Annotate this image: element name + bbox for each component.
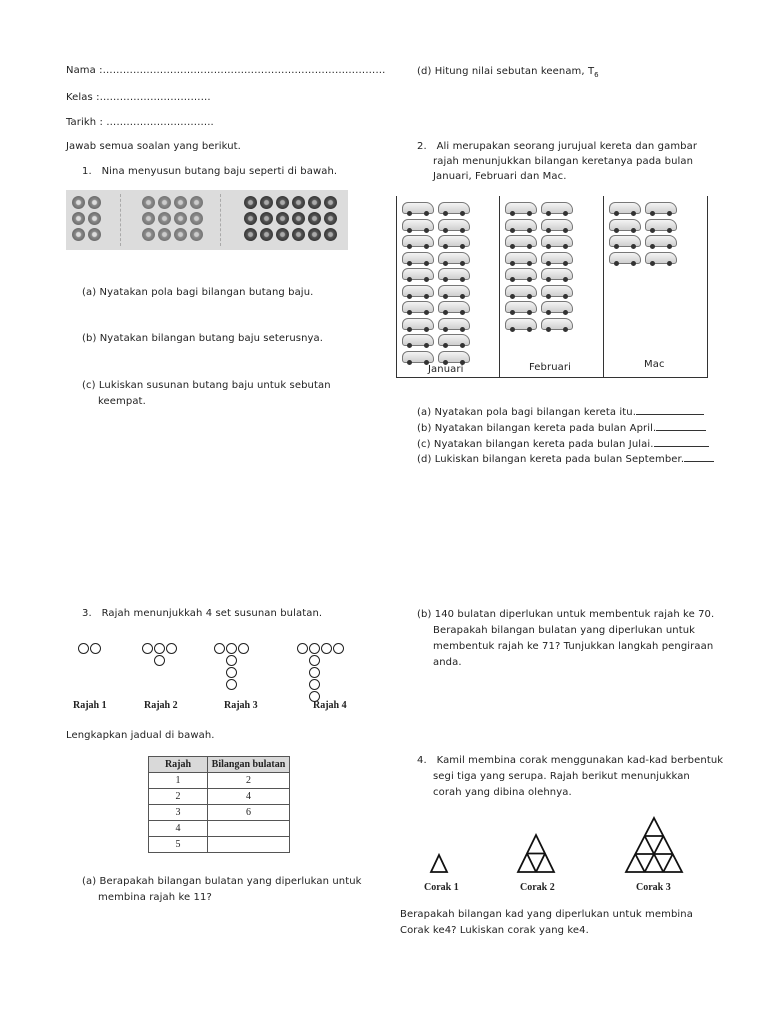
cars-figure: [396, 196, 708, 378]
button-icon: [72, 228, 85, 241]
table-row: 1 2: [149, 773, 290, 789]
button-icon: [158, 212, 171, 225]
class-field[interactable]: Kelas :……………………………: [66, 92, 211, 103]
q3a: (a) Berapakah bilangan bulatan yang diperlukan untuk: [82, 876, 362, 887]
button-icon: [324, 196, 337, 209]
car-icon: [402, 219, 434, 231]
car-icon: [541, 235, 573, 247]
answer-cell[interactable]: [208, 821, 290, 837]
circle: [226, 667, 237, 678]
button-set-3: [244, 196, 337, 241]
rajah-label-3: Rajah 3: [224, 700, 258, 711]
border-right: [707, 196, 708, 378]
car-icon: [438, 285, 470, 297]
button-icon: [308, 228, 321, 241]
car-icon: [402, 252, 434, 264]
car-icon: [541, 268, 573, 280]
circle: [166, 643, 177, 654]
q3b-line3: membentuk rajah ke 71? Tunjukkan langkah pengiraan: [433, 641, 714, 652]
circle: [142, 643, 153, 654]
car-icon: [402, 268, 434, 280]
car-icon: [402, 318, 434, 330]
button-icon: [142, 196, 155, 209]
table-row: 4: [149, 821, 290, 837]
month-label-mac: Mac: [644, 359, 665, 370]
q1c: (c) Lukiskan susunan butang baju untuk sebutan: [82, 380, 331, 391]
q1c-line2: keempat.: [98, 396, 146, 407]
q2a: (a) Nyatakan pola bagi bilangan kereta itu.: [417, 404, 704, 418]
answer-blank[interactable]: [684, 451, 714, 462]
button-icon: [174, 196, 187, 209]
button-icon: [276, 212, 289, 225]
table-row: 5: [149, 837, 290, 853]
car-icon: [438, 219, 470, 231]
answer-blank[interactable]: [654, 436, 709, 447]
circle: [78, 643, 89, 654]
q4-question: Berapakah bilangan kad yang diperlukan untuk membina: [400, 909, 693, 920]
corak-label-3: Corak 3: [636, 882, 671, 893]
q2-line2: rajah menunjukkan bilangan keretanya pada bulan: [433, 156, 694, 167]
circle: [309, 643, 320, 654]
car-icon: [541, 301, 573, 313]
triangle-icon: [626, 818, 682, 872]
car-icon: [609, 219, 641, 231]
circle: [226, 655, 237, 666]
q4-prompt: 4. Kamil membina corak menggunakan kad-kad berbentuk: [417, 755, 724, 766]
car-icon: [645, 219, 677, 231]
q3b-line4: anda.: [433, 657, 462, 668]
circle: [309, 679, 320, 690]
button-icon: [276, 228, 289, 241]
circle: [90, 643, 101, 654]
car-icon: [402, 235, 434, 247]
circle: [297, 643, 308, 654]
car-icon: [438, 202, 470, 214]
triangle-icon: [431, 855, 447, 872]
car-icon: [402, 334, 434, 346]
circle: [309, 667, 320, 678]
month-label-jan: Januari: [428, 364, 464, 375]
button-icon: [142, 228, 155, 241]
car-icon: [609, 235, 641, 247]
answer-blank[interactable]: [656, 420, 706, 431]
divider: [120, 194, 121, 246]
button-icon: [244, 212, 257, 225]
corak-label-2: Corak 2: [520, 882, 555, 893]
car-icon: [438, 334, 470, 346]
button-icon: [174, 228, 187, 241]
button-icon: [72, 212, 85, 225]
q2-number: 2.: [417, 141, 427, 152]
car-icon: [541, 202, 573, 214]
button-icon: [158, 196, 171, 209]
q3-number: 3.: [82, 608, 92, 619]
car-icon: [505, 285, 537, 297]
car-icon: [609, 202, 641, 214]
button-icon: [190, 212, 203, 225]
button-icon: [88, 228, 101, 241]
divider: [220, 194, 221, 246]
button-icon: [292, 196, 305, 209]
car-icon: [505, 318, 537, 330]
q1-number: 1.: [82, 166, 92, 177]
car-icon: [402, 285, 434, 297]
circle: [226, 643, 237, 654]
q4-line2: segi tiga yang serupa. Rajah berikut menunjukkan: [433, 771, 690, 782]
button-icon: [72, 196, 85, 209]
q1d: (d) Hitung nilai sebutan keenam, $T_6$: [417, 66, 599, 79]
table-header-row: [149, 757, 290, 773]
car-icon: [438, 301, 470, 313]
rajah-label-4: Rajah 4: [313, 700, 347, 711]
q2d: (d) Lukiskan bilangan kereta pada bulan September.: [417, 451, 714, 465]
button-icon: [142, 212, 155, 225]
car-icon: [402, 202, 434, 214]
circle: [309, 655, 320, 666]
circles-table: [148, 756, 290, 853]
button-icon: [260, 196, 273, 209]
circle: [226, 679, 237, 690]
car-icon: [645, 202, 677, 214]
car-icon: [505, 268, 537, 280]
corak-label-1: Corak 1: [424, 882, 459, 893]
button-icon: [260, 228, 273, 241]
border-left: [396, 196, 397, 378]
q2b: (b) Nyatakan bilangan kereta pada bulan April.: [417, 420, 706, 434]
car-icon: [438, 268, 470, 280]
button-icon: [292, 212, 305, 225]
button-icon: [292, 228, 305, 241]
button-icon: [244, 196, 257, 209]
button-icon: [276, 196, 289, 209]
circle: [214, 643, 225, 654]
car-icon: [609, 252, 641, 264]
rajah-label-2: Rajah 2: [144, 700, 178, 711]
table-header: Bilangan bulatan: [208, 757, 290, 773]
car-icon: [505, 252, 537, 264]
button-icon: [260, 212, 273, 225]
car-icon: [402, 351, 434, 363]
button-set-2: [142, 196, 203, 241]
button-icon: [88, 212, 101, 225]
car-icon: [505, 301, 537, 313]
rajah-label-1: Rajah 1: [73, 700, 107, 711]
q3-prompt: 3. Rajah menunjukkah 4 set susunan bulatan.: [82, 608, 323, 619]
q1-prompt: [82, 166, 337, 177]
triangle-patterns: [410, 810, 710, 880]
table-intro: Lengkapkan jadual di bawah.: [66, 730, 215, 741]
button-icon: [244, 228, 257, 241]
column-divider: [603, 196, 604, 378]
answer-cell[interactable]: [208, 837, 290, 853]
q3b: (b) 140 bulatan diperlukan untuk membentuk rajah ke 70.: [417, 609, 715, 620]
button-icon: [308, 196, 321, 209]
car-icon: [438, 235, 470, 247]
button-icon: [324, 228, 337, 241]
instruction: Jawab semua soalan yang berikut.: [66, 141, 241, 152]
car-icon: [505, 235, 537, 247]
circle: [238, 643, 249, 654]
q2-prompt: 2. Ali merupakan seorang jurujual kereta dan gambar: [417, 141, 698, 152]
border-bottom: [396, 377, 708, 378]
car-icon: [541, 219, 573, 231]
circle: [154, 655, 165, 666]
buttons-figure: [66, 190, 348, 250]
table-header: Rajah: [149, 757, 208, 773]
q1a: (a) Nyatakan pola bagi bilangan butang baju.: [82, 287, 314, 298]
car-icon: [645, 235, 677, 247]
car-icon: [505, 219, 537, 231]
table-row: 3 6: [149, 805, 290, 821]
car-icon: [541, 285, 573, 297]
car-icon: [402, 301, 434, 313]
button-icon: [324, 212, 337, 225]
q4-line3: corah yang dibina olehnya.: [433, 787, 572, 798]
column-divider: [499, 196, 500, 378]
button-icon: [158, 228, 171, 241]
name-field[interactable]: Nama :…………………………………………………………………………: [66, 65, 386, 76]
q1-text: Nina menyusun butang baju seperti di bawah.: [101, 166, 338, 177]
q3a-line2: membina rajah ke 11?: [98, 892, 212, 903]
car-icon: [438, 252, 470, 264]
car-icon: [505, 202, 537, 214]
q3b-line2: Berapakah bilangan bulatan yang diperlukan untuk: [433, 625, 696, 636]
button-set-1: [72, 196, 101, 241]
answer-blank[interactable]: [636, 404, 704, 415]
circle: [321, 643, 332, 654]
button-icon: [190, 196, 203, 209]
car-icon: [541, 318, 573, 330]
button-icon: [190, 228, 203, 241]
month-label-feb: Februari: [529, 362, 571, 373]
circle: [154, 643, 165, 654]
car-icon: [645, 252, 677, 264]
car-icon: [541, 252, 573, 264]
car-icon: [438, 351, 470, 363]
q4-question-line2: Corak ke4? Lukiskan corak yang ke4.: [400, 925, 589, 936]
circle: [333, 643, 344, 654]
car-icon: [438, 318, 470, 330]
button-icon: [174, 212, 187, 225]
q1b: (b) Nyatakan bilangan butang baju seterusnya.: [82, 333, 324, 344]
q4-number: 4.: [417, 755, 427, 766]
button-icon: [308, 212, 321, 225]
q2c: (c) Nyatakan bilangan kereta pada bulan Julai.: [417, 436, 709, 450]
q2-line3: Januari, Februari dan Mac.: [433, 171, 567, 182]
date-field[interactable]: Tarikh : …………………………..: [66, 117, 214, 128]
table-row: 2 4: [149, 789, 290, 805]
button-icon: [88, 196, 101, 209]
